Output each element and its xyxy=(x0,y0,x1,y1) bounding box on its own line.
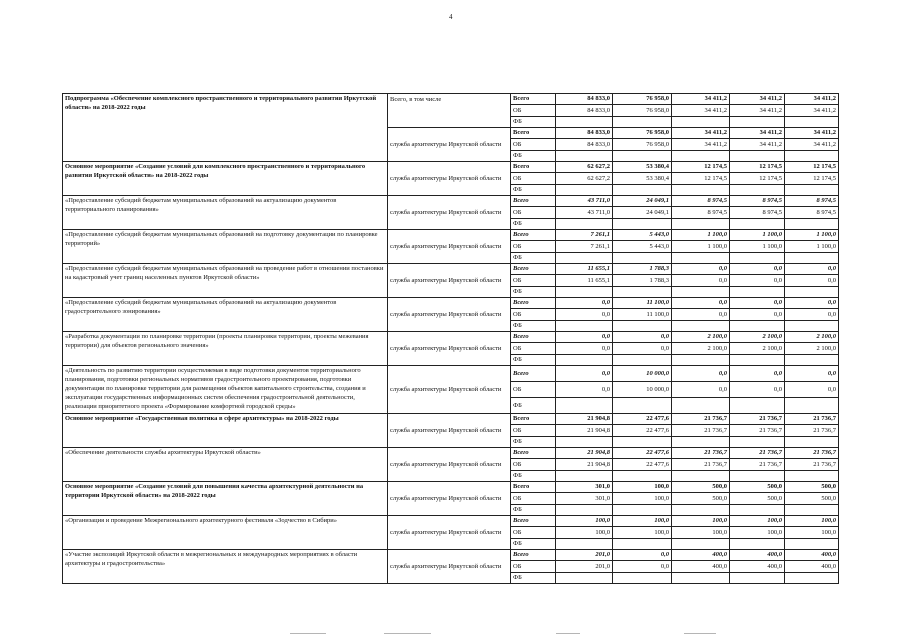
amount-cell xyxy=(785,505,839,516)
amount-cell xyxy=(730,539,785,550)
amount-cell: 12 174,5 xyxy=(730,173,785,185)
amount-cell: 43 711,0 xyxy=(556,207,613,219)
funding-source-cell: ОБ xyxy=(511,309,556,321)
amount-cell: 0,0 xyxy=(672,366,730,382)
amount-cell xyxy=(785,437,839,448)
amount-cell xyxy=(785,321,839,332)
amount-cell: 400,0 xyxy=(730,550,785,561)
amount-cell: 0,0 xyxy=(730,264,785,275)
amount-cell: 0,0 xyxy=(785,382,839,398)
amount-cell: 1 100,0 xyxy=(730,230,785,241)
funding-source-cell: ОБ xyxy=(511,275,556,287)
amount-cell: 10 000,0 xyxy=(613,366,672,382)
amount-cell: 76 958,0 xyxy=(613,105,672,117)
activity-name-cell: «Предоставление субсидий бюджетам муниципальных образований на подготовку документации по планировке территорий» xyxy=(63,230,388,264)
amount-cell: 21 904,8 xyxy=(556,414,613,425)
amount-cell xyxy=(556,471,613,482)
table-row xyxy=(63,448,839,459)
funding-source-cell: Всего xyxy=(511,94,556,105)
amount-cell: 100,0 xyxy=(613,527,672,539)
funding-source-cell: ОБ xyxy=(511,459,556,471)
amount-cell: 2 100,0 xyxy=(672,343,730,355)
amount-cell: 12 174,5 xyxy=(672,162,730,173)
amount-cell: 0,0 xyxy=(730,366,785,382)
funding-source-cell: ОБ xyxy=(511,493,556,505)
activity-name-cell: Основное мероприятие «Государственная политика в сфере архитектуры» на 2018-2022 годы xyxy=(63,414,388,448)
amount-cell: 84 833,0 xyxy=(556,139,613,151)
amount-cell: 2 100,0 xyxy=(672,332,730,343)
responsible-cell: служба архитектуры Иркутской области xyxy=(388,414,511,448)
funding-source-cell: ФБ xyxy=(511,117,556,128)
amount-cell xyxy=(785,151,839,162)
table-row xyxy=(63,298,839,309)
amount-cell: 1 788,3 xyxy=(613,275,672,287)
funding-source-cell: ФБ xyxy=(511,505,556,516)
amount-cell: 1 100,0 xyxy=(672,230,730,241)
amount-cell: 21 736,7 xyxy=(730,425,785,437)
amount-cell: 2 100,0 xyxy=(730,332,785,343)
amount-cell xyxy=(672,151,730,162)
amount-cell: 21 736,7 xyxy=(785,459,839,471)
activity-name-cell: «Деятельность по развитию территории осуществляемая в виде подготовки документов территориального планирования, подготовки региональных нормативов градостроительного проектирования, подготовки документации по планировке территории для размещения объектов капитального строительства, создания и эксплуатации государственных информационных систем обеспечения градостроительной деятельности, реализации приоритетного проекта «Формирование комфортной городской среды» xyxy=(63,366,388,414)
amount-cell: 400,0 xyxy=(672,550,730,561)
amount-cell: 21 736,7 xyxy=(672,414,730,425)
funding-source-cell: ФБ xyxy=(511,287,556,298)
amount-cell: 43 711,0 xyxy=(556,196,613,207)
amount-cell: 0,0 xyxy=(672,264,730,275)
amount-cell: 24 049,1 xyxy=(613,196,672,207)
amount-cell xyxy=(730,573,785,584)
funding-source-cell: ОБ xyxy=(511,561,556,573)
amount-cell: 100,0 xyxy=(672,516,730,527)
scan-mark xyxy=(684,633,716,634)
amount-cell: 34 411,2 xyxy=(785,139,839,151)
amount-cell xyxy=(672,321,730,332)
amount-cell: 0,0 xyxy=(785,275,839,287)
amount-cell: 21 904,8 xyxy=(556,425,613,437)
activity-name-cell: «Участие экспозиций Иркутской области в межрегиональных и международных мероприятиях в области архитектуры и градостроительства» xyxy=(63,550,388,584)
funding-source-cell: ОБ xyxy=(511,105,556,117)
responsible-cell: служба архитектуры Иркутской области xyxy=(388,128,511,162)
amount-cell: 0,0 xyxy=(672,275,730,287)
funding-source-cell: ОБ xyxy=(511,527,556,539)
amount-cell xyxy=(556,185,613,196)
amount-cell xyxy=(730,471,785,482)
amount-cell: 12 174,5 xyxy=(785,162,839,173)
amount-cell xyxy=(672,471,730,482)
amount-cell xyxy=(556,539,613,550)
amount-cell: 62 627,2 xyxy=(556,173,613,185)
table-row xyxy=(63,366,839,382)
responsible-cell: служба архитектуры Иркутской области xyxy=(388,298,511,332)
amount-cell xyxy=(730,321,785,332)
table-body xyxy=(63,94,839,584)
amount-cell: 7 261,1 xyxy=(556,230,613,241)
activity-name-cell: «Разработка документации по планировке территории (проекты планировки территории, проекты межевания территории) для объектов регионального значения» xyxy=(63,332,388,366)
amount-cell: 0,0 xyxy=(613,332,672,343)
amount-cell: 1 100,0 xyxy=(785,241,839,253)
amount-cell: 100,0 xyxy=(613,493,672,505)
budget-table xyxy=(62,93,839,584)
amount-cell: 8 974,5 xyxy=(672,207,730,219)
amount-cell xyxy=(556,287,613,298)
amount-cell: 22 477,6 xyxy=(613,448,672,459)
amount-cell xyxy=(672,437,730,448)
funding-source-cell: ОБ xyxy=(511,139,556,151)
page-number: 4 xyxy=(449,13,453,21)
amount-cell xyxy=(785,219,839,230)
amount-cell xyxy=(556,573,613,584)
amount-cell: 8 974,5 xyxy=(730,207,785,219)
amount-cell xyxy=(672,355,730,366)
amount-cell: 62 627,2 xyxy=(556,162,613,173)
amount-cell: 8 974,5 xyxy=(730,196,785,207)
scan-mark xyxy=(290,633,326,634)
amount-cell: 301,0 xyxy=(556,493,613,505)
amount-cell: 34 411,2 xyxy=(672,105,730,117)
table-row xyxy=(63,332,839,343)
amount-cell: 400,0 xyxy=(730,561,785,573)
amount-cell: 21 904,8 xyxy=(556,459,613,471)
scan-mark xyxy=(384,633,431,634)
amount-cell xyxy=(672,185,730,196)
amount-cell xyxy=(613,287,672,298)
amount-cell: 53 380,4 xyxy=(613,162,672,173)
amount-cell xyxy=(672,573,730,584)
amount-cell: 500,0 xyxy=(730,482,785,493)
amount-cell: 0,0 xyxy=(672,309,730,321)
responsible-cell: служба архитектуры Иркутской области xyxy=(388,332,511,366)
table-row xyxy=(63,482,839,493)
table-row xyxy=(63,264,839,275)
amount-cell xyxy=(785,539,839,550)
amount-cell xyxy=(613,253,672,264)
funding-source-cell: Всего xyxy=(511,196,556,207)
amount-cell: 1 100,0 xyxy=(672,241,730,253)
funding-source-cell: Всего xyxy=(511,448,556,459)
amount-cell: 53 380,4 xyxy=(613,173,672,185)
responsible-cell: служба архитектуры Иркутской области xyxy=(388,482,511,516)
activity-name-cell: Основное мероприятие «Создание условий для комплексного пространственного и территориального развития Иркутской области» на 2018-2022 годы xyxy=(63,162,388,196)
amount-cell xyxy=(785,355,839,366)
amount-cell: 21 736,7 xyxy=(730,448,785,459)
amount-cell: 22 477,6 xyxy=(613,414,672,425)
amount-cell xyxy=(730,253,785,264)
amount-cell: 11 100,0 xyxy=(613,309,672,321)
amount-cell: 7 261,1 xyxy=(556,241,613,253)
amount-cell: 100,0 xyxy=(785,527,839,539)
amount-cell: 21 736,7 xyxy=(672,425,730,437)
amount-cell: 0,0 xyxy=(730,382,785,398)
amount-cell xyxy=(613,219,672,230)
amount-cell: 0,0 xyxy=(672,382,730,398)
table-row xyxy=(63,414,839,425)
table-row xyxy=(63,196,839,207)
amount-cell xyxy=(613,398,672,414)
amount-cell xyxy=(613,573,672,584)
amount-cell xyxy=(730,117,785,128)
amount-cell: 500,0 xyxy=(672,493,730,505)
activity-name-cell: «Организация и проведение Межрегионального архитектурного фестиваля «Зодчество в Сибири» xyxy=(63,516,388,550)
amount-cell: 100,0 xyxy=(613,482,672,493)
activity-name-cell: Основное мероприятие «Создание условий для повышения качества архитектурной деятельности на территории Иркутской области» на 2018-2022 годы xyxy=(63,482,388,516)
responsible-cell: служба архитектуры Иркутской области xyxy=(388,162,511,196)
amount-cell: 5 443,0 xyxy=(613,230,672,241)
amount-cell: 2 100,0 xyxy=(785,343,839,355)
amount-cell: 0,0 xyxy=(730,275,785,287)
amount-cell xyxy=(730,355,785,366)
amount-cell: 500,0 xyxy=(672,482,730,493)
table-row xyxy=(63,94,839,105)
funding-source-cell: ФБ xyxy=(511,151,556,162)
amount-cell: 76 958,0 xyxy=(613,139,672,151)
responsible-cell: служба архитектуры Иркутской области xyxy=(388,366,511,414)
amount-cell xyxy=(613,539,672,550)
activity-name-cell: «Предоставление субсидий бюджетам муниципальных образований на проведение работ в отношении постановки на кадастровый учет границ населенных пунктов Иркутской области» xyxy=(63,264,388,298)
funding-source-cell: ФБ xyxy=(511,219,556,230)
amount-cell: 8 974,5 xyxy=(785,196,839,207)
amount-cell: 100,0 xyxy=(730,527,785,539)
table-row xyxy=(63,516,839,527)
amount-cell: 34 411,2 xyxy=(785,128,839,139)
amount-cell: 24 049,1 xyxy=(613,207,672,219)
funding-source-cell: Всего xyxy=(511,366,556,382)
amount-cell xyxy=(672,253,730,264)
responsible-cell: служба архитектуры Иркутской области xyxy=(388,448,511,482)
amount-cell: 34 411,2 xyxy=(730,128,785,139)
amount-cell: 0,0 xyxy=(785,366,839,382)
funding-source-cell: ОБ xyxy=(511,173,556,185)
funding-source-cell: Всего xyxy=(511,332,556,343)
funding-source-cell: ОБ xyxy=(511,241,556,253)
funding-source-cell: Всего xyxy=(511,298,556,309)
amount-cell: 0,0 xyxy=(613,550,672,561)
amount-cell: 0,0 xyxy=(556,343,613,355)
amount-cell: 8 974,5 xyxy=(785,207,839,219)
amount-cell xyxy=(613,117,672,128)
amount-cell: 21 736,7 xyxy=(730,414,785,425)
amount-cell xyxy=(672,539,730,550)
amount-cell: 12 174,5 xyxy=(672,173,730,185)
amount-cell xyxy=(672,117,730,128)
amount-cell xyxy=(785,287,839,298)
amount-cell: 0,0 xyxy=(556,382,613,398)
amount-cell: 76 958,0 xyxy=(613,128,672,139)
amount-cell: 400,0 xyxy=(672,561,730,573)
amount-cell xyxy=(556,253,613,264)
amount-cell: 0,0 xyxy=(785,309,839,321)
responsible-cell: служба архитектуры Иркутской области xyxy=(388,230,511,264)
amount-cell: 34 411,2 xyxy=(730,94,785,105)
funding-source-cell: ФБ xyxy=(511,185,556,196)
amount-cell: 34 411,2 xyxy=(730,139,785,151)
amount-cell: 500,0 xyxy=(730,493,785,505)
amount-cell: 34 411,2 xyxy=(672,139,730,151)
amount-cell: 100,0 xyxy=(672,527,730,539)
responsible-cell: служба архитектуры Иркутской области xyxy=(388,196,511,230)
table-row xyxy=(63,550,839,561)
amount-cell: 12 174,5 xyxy=(730,162,785,173)
amount-cell xyxy=(672,398,730,414)
funding-source-cell: Всего xyxy=(511,482,556,493)
amount-cell xyxy=(556,355,613,366)
funding-source-cell: ФБ xyxy=(511,253,556,264)
amount-cell: 34 411,2 xyxy=(730,105,785,117)
funding-source-cell: ФБ xyxy=(511,437,556,448)
amount-cell xyxy=(613,185,672,196)
funding-source-cell: ФБ xyxy=(511,321,556,332)
activity-name-cell: «Предоставление субсидий бюджетам муниципальных образований на актуализацию документов градостроительного зонирования» xyxy=(63,298,388,332)
responsible-cell: служба архитектуры Иркутской области xyxy=(388,516,511,550)
amount-cell: 0,0 xyxy=(785,298,839,309)
amount-cell: 10 000,0 xyxy=(613,382,672,398)
amount-cell: 201,0 xyxy=(556,550,613,561)
amount-cell: 84 833,0 xyxy=(556,94,613,105)
amount-cell xyxy=(556,219,613,230)
amount-cell: 21 736,7 xyxy=(672,448,730,459)
amount-cell: 500,0 xyxy=(785,493,839,505)
funding-source-cell: ФБ xyxy=(511,355,556,366)
amount-cell: 100,0 xyxy=(785,516,839,527)
amount-cell: 21 736,7 xyxy=(672,459,730,471)
amount-cell: 21 736,7 xyxy=(730,459,785,471)
amount-cell: 1 100,0 xyxy=(785,230,839,241)
amount-cell xyxy=(730,437,785,448)
amount-cell xyxy=(556,437,613,448)
amount-cell xyxy=(613,505,672,516)
amount-cell: 0,0 xyxy=(556,332,613,343)
amount-cell: 100,0 xyxy=(730,516,785,527)
amount-cell: 34 411,2 xyxy=(785,94,839,105)
amount-cell: 100,0 xyxy=(556,527,613,539)
amount-cell xyxy=(613,151,672,162)
activity-name-cell: «Предоставление субсидий бюджетам муниципальных образований на актуализацию документов территориального планирования» xyxy=(63,196,388,230)
amount-cell xyxy=(785,573,839,584)
amount-cell: 11 100,0 xyxy=(613,298,672,309)
amount-cell: 1 100,0 xyxy=(730,241,785,253)
amount-cell xyxy=(613,321,672,332)
amount-cell: 400,0 xyxy=(785,550,839,561)
funding-source-cell: ОБ xyxy=(511,425,556,437)
funding-source-cell: Всего xyxy=(511,162,556,173)
amount-cell: 301,0 xyxy=(556,482,613,493)
amount-cell xyxy=(730,287,785,298)
amount-cell: 0,0 xyxy=(556,366,613,382)
amount-cell: 5 443,0 xyxy=(613,241,672,253)
funding-source-cell: Всего xyxy=(511,516,556,527)
amount-cell: 21 736,7 xyxy=(785,448,839,459)
amount-cell: 1 788,3 xyxy=(613,264,672,275)
responsible-cell: служба архитектуры Иркутской области xyxy=(388,550,511,584)
amount-cell: 84 833,0 xyxy=(556,105,613,117)
amount-cell xyxy=(730,219,785,230)
amount-cell xyxy=(785,471,839,482)
amount-cell: 0,0 xyxy=(730,309,785,321)
table-row xyxy=(63,162,839,173)
funding-source-cell: Всего xyxy=(511,264,556,275)
amount-cell xyxy=(556,117,613,128)
amount-cell: 22 477,6 xyxy=(613,459,672,471)
amount-cell xyxy=(672,219,730,230)
amount-cell xyxy=(672,287,730,298)
amount-cell xyxy=(730,398,785,414)
amount-cell: 11 655,1 xyxy=(556,264,613,275)
amount-cell xyxy=(556,398,613,414)
amount-cell: 500,0 xyxy=(785,482,839,493)
scan-mark xyxy=(556,633,580,634)
amount-cell xyxy=(613,471,672,482)
funding-source-cell: ОБ xyxy=(511,207,556,219)
funding-source-cell: ФБ xyxy=(511,398,556,414)
funding-source-cell: ФБ xyxy=(511,539,556,550)
amount-cell: 34 411,2 xyxy=(672,128,730,139)
amount-cell: 0,0 xyxy=(556,309,613,321)
amount-cell: 21 736,7 xyxy=(785,414,839,425)
amount-cell xyxy=(785,253,839,264)
amount-cell: 12 174,5 xyxy=(785,173,839,185)
amount-cell: 400,0 xyxy=(785,561,839,573)
responsible-cell: Всего, в том числе xyxy=(388,94,511,128)
amount-cell xyxy=(613,437,672,448)
amount-cell: 11 655,1 xyxy=(556,275,613,287)
amount-cell: 2 100,0 xyxy=(730,343,785,355)
amount-cell: 8 974,5 xyxy=(672,196,730,207)
funding-source-cell: ФБ xyxy=(511,573,556,584)
funding-source-cell: Всего xyxy=(511,414,556,425)
amount-cell: 0,0 xyxy=(785,264,839,275)
amount-cell: 100,0 xyxy=(613,516,672,527)
amount-cell: 0,0 xyxy=(556,298,613,309)
amount-cell xyxy=(785,117,839,128)
funding-source-cell: ОБ xyxy=(511,343,556,355)
funding-source-cell: Всего xyxy=(511,128,556,139)
amount-cell xyxy=(556,151,613,162)
funding-source-cell: Всего xyxy=(511,550,556,561)
amount-cell xyxy=(672,505,730,516)
amount-cell: 0,0 xyxy=(613,561,672,573)
amount-cell xyxy=(730,151,785,162)
table-row xyxy=(63,230,839,241)
amount-cell xyxy=(556,505,613,516)
amount-cell: 22 477,6 xyxy=(613,425,672,437)
amount-cell: 201,0 xyxy=(556,561,613,573)
amount-cell: 21 736,7 xyxy=(785,425,839,437)
activity-name-cell: Подпрограмма «Обеспечение комплексного пространственного и территориального развития Иркутской области» на 2018-2022 годы xyxy=(63,94,388,162)
responsible-cell: служба архитектуры Иркутской области xyxy=(388,264,511,298)
amount-cell: 0,0 xyxy=(730,298,785,309)
amount-cell xyxy=(556,321,613,332)
amount-cell: 21 904,8 xyxy=(556,448,613,459)
amount-cell: 76 958,0 xyxy=(613,94,672,105)
amount-cell: 0,0 xyxy=(672,298,730,309)
amount-cell: 0,0 xyxy=(613,343,672,355)
funding-source-cell: Всего xyxy=(511,230,556,241)
amount-cell: 100,0 xyxy=(556,516,613,527)
funding-source-cell: ОБ xyxy=(511,382,556,398)
amount-cell xyxy=(613,355,672,366)
amount-cell xyxy=(730,505,785,516)
amount-cell: 34 411,2 xyxy=(672,94,730,105)
amount-cell xyxy=(785,185,839,196)
amount-cell xyxy=(730,185,785,196)
amount-cell: 84 833,0 xyxy=(556,128,613,139)
funding-source-cell: ФБ xyxy=(511,471,556,482)
amount-cell: 2 100,0 xyxy=(785,332,839,343)
activity-name-cell: «Обеспечение деятельности службы архитектуры Иркутской области» xyxy=(63,448,388,482)
amount-cell: 34 411,2 xyxy=(785,105,839,117)
amount-cell xyxy=(785,398,839,414)
